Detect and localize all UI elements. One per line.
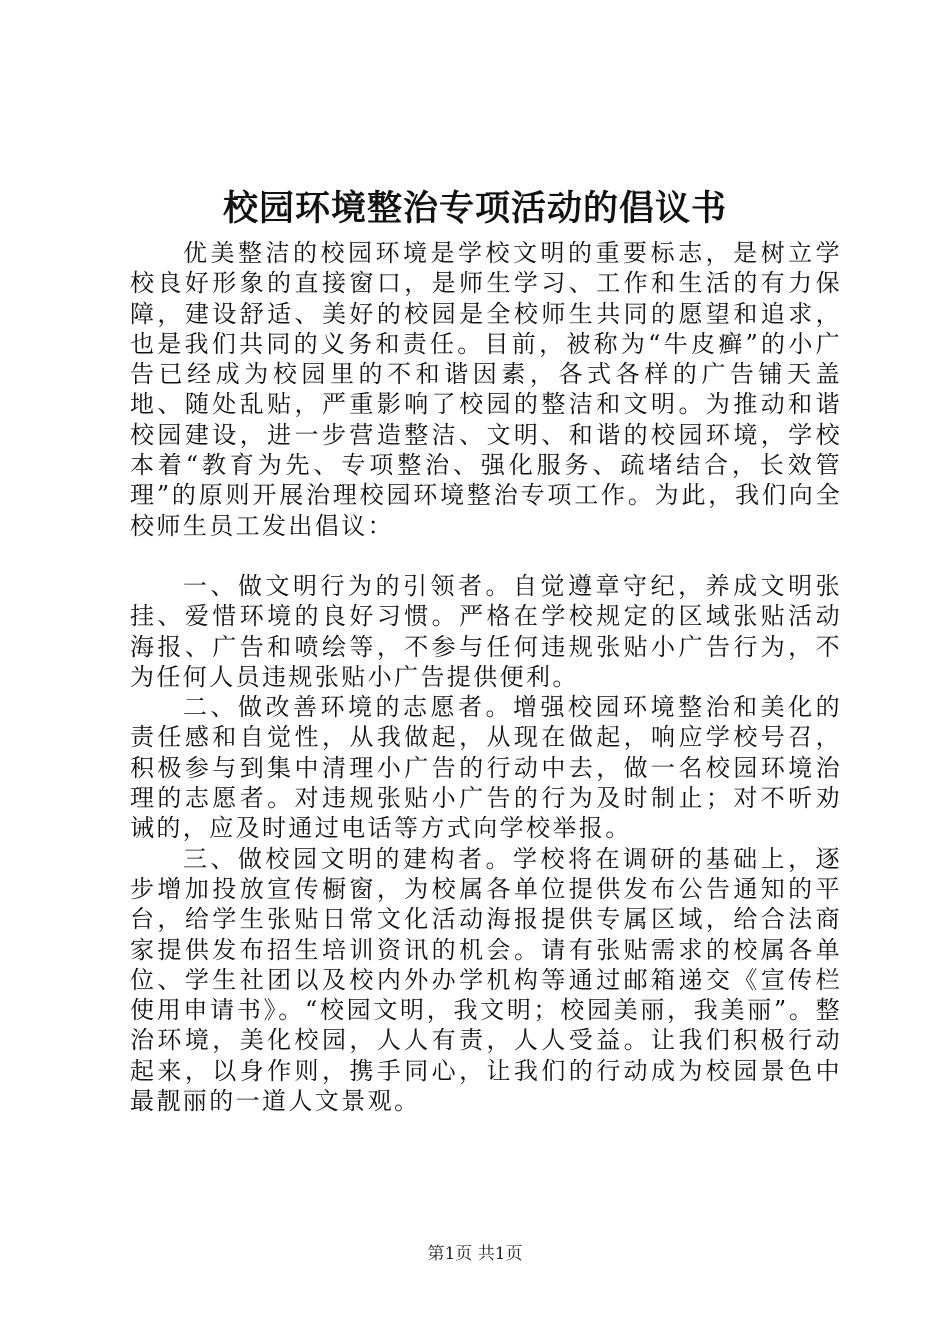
proposal-paragraph-3: 三、做校园文明的建构者。学校将在调研的基础上，逐步增加投放宣传橱窗，为校属各单位提供发布公告通知的平台，给学生张贴日常文化活动海报提供专属区域，给合法商家提供发布招生培训资讯的机会。请有张贴需求的校属各单位、学生社团以及校内外办学机构等通过邮箱递交《宣传栏使用申请书》。“校园文明，我文明；校园美丽，我美丽”。整治环境，美化校园，人人有责，人人受益。让我们积极行动起来，以身作则，携手同心，让我们的行动成为校园景色中最靓丽的一道人文景观。	[130, 844, 842, 1116]
intro-paragraph: 优美整洁的校园环境是学校文明的重要标志，是树立学校良好形象的直接窗口，是师生学习、工作和生活的有力保障，建设舒适、美好的校园是全校师生共同的愿望和追求，也是我们共同的义务和责任。目前，被称为“牛皮癣”的小广告已经成为校园里的不和谐因素，各式各样的广告铺天盖地、随处乱贴，严重影响了校园的整洁和文明。为推动和谐校园建设，进一步营造整洁、文明、和谐的校园环境，学校本着“教育为先、专项整治、强化服务、疏堵结合，长效管理”的原则开展治理校园环境整治专项工作。为此，我们向全校师生员工发出倡议：	[130, 239, 842, 540]
document-title: 校园环境整治专项活动的倡议书	[222, 188, 727, 229]
proposal-paragraph-1: 一、做文明行为的引领者。自觉遵章守纪，养成文明张挂、爱惜环境的良好习惯。严格在学校规定的区域张贴活动海报、广告和喷绘等，不参与任何违规张贴小广告行为，不为任何人员违规张贴小广告提供便利。	[130, 571, 842, 691]
proposal-paragraph-2: 二、做改善环境的志愿者。增强校园环境整治和美化的责任感和自觉性，从我做起，从现在做起，响应学校号召，积极参与到集中清理小广告的行动中去，做一名校园环境治理的志愿者。对违规张贴小广告的行为及时制止；对不听劝诫的，应及时通过电话等方式向学校举报。	[130, 693, 842, 843]
page-number-footer: 第1页 共1页	[427, 1244, 523, 1264]
document-body	[130, 238, 842, 1116]
